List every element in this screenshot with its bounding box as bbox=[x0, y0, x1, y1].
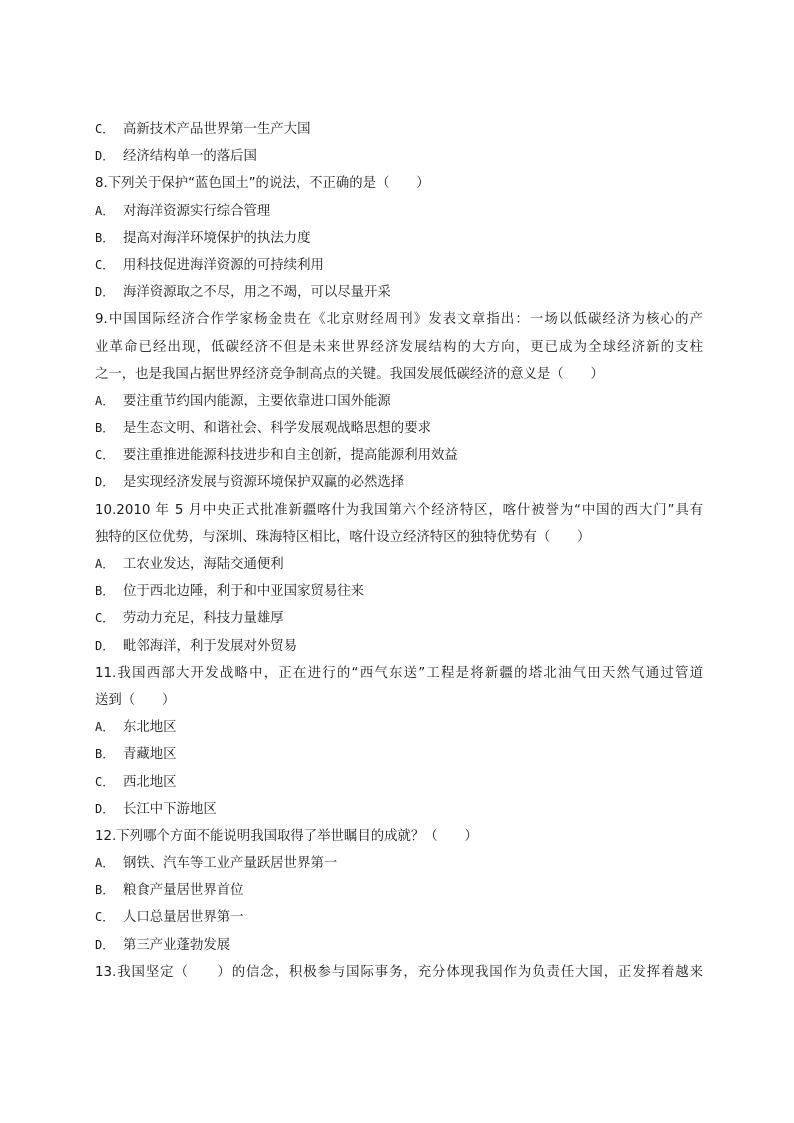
answer-option bbox=[95, 714, 703, 741]
option-letter: B． bbox=[95, 584, 115, 599]
option-text: 用科技促进海洋资源的可持续利用 bbox=[123, 257, 324, 273]
answer-option bbox=[95, 850, 703, 877]
answer-option bbox=[95, 932, 703, 959]
answer-option bbox=[95, 388, 703, 415]
option-letter: A． bbox=[95, 393, 115, 408]
option-letter: D． bbox=[95, 475, 115, 490]
answer-option bbox=[95, 605, 703, 632]
option-letter: C． bbox=[95, 122, 115, 136]
answer-option bbox=[95, 225, 703, 252]
option-text: 海洋资源取之不尽，用之不竭，可以尽量开采 bbox=[123, 285, 391, 301]
answer-option bbox=[95, 741, 703, 768]
option-text: 位于西北边陲，利于和中亚国家贸易往来 bbox=[123, 584, 365, 600]
answer-option bbox=[95, 143, 703, 170]
answer-option bbox=[95, 442, 703, 469]
option-letter: B． bbox=[95, 230, 115, 245]
answer-option bbox=[95, 796, 703, 823]
question-text: 13.我国坚定（ ）的信念，积极参与国际事务，充分体现我国作为负责任大国，正发挥着越来 bbox=[95, 964, 703, 980]
option-text: 高新技术产品世界第一生产大国 bbox=[123, 122, 311, 137]
option-text: 是实现经济发展与资源环境保护双赢的必然选择 bbox=[123, 475, 405, 491]
question-text: 10.2010 年 5 月中央正式批准新疆喀什为我国第六个经济特区，喀什被誉为“中国的西大门”具有 bbox=[95, 502, 703, 518]
option-letter: D． bbox=[95, 937, 115, 952]
question-text: 9.中国国际经济合作学家杨金贵在《北京财经周刊》发表文章指出：一场以低碳经济为核心的产 bbox=[95, 312, 703, 328]
answer-option bbox=[95, 198, 703, 225]
option-letter: B． bbox=[95, 747, 115, 762]
option-text: 要注重推进能源科技进步和自主创新，提高能源利用效益 bbox=[123, 448, 458, 464]
question-text: 送到（ ） bbox=[95, 692, 176, 708]
option-letter: B． bbox=[95, 421, 115, 436]
option-letter: D． bbox=[95, 285, 115, 300]
answer-option bbox=[95, 578, 703, 605]
option-text: 是生态文明、和谐社会、科学发展观战略思想的要求 bbox=[123, 421, 431, 437]
option-letter: D． bbox=[95, 149, 115, 164]
option-text: 对海洋资源实行综合管理 bbox=[123, 203, 271, 219]
question-text: 12.下列哪个方面不能说明我国取得了举世瞩目的成就？（ ） bbox=[95, 828, 478, 844]
question-text: 独特的区位优势，与深圳、珠海特区相比，喀什设立经济特区的独特优势有（ ） bbox=[95, 529, 591, 545]
answer-option bbox=[95, 633, 703, 660]
answer-option bbox=[95, 877, 703, 904]
option-letter: D． bbox=[95, 801, 115, 816]
option-text: 提高对海洋环境保护的执法力度 bbox=[123, 230, 311, 246]
answer-option bbox=[95, 116, 703, 143]
exam-questions bbox=[95, 116, 703, 986]
answer-option bbox=[95, 769, 703, 796]
option-letter: C． bbox=[95, 257, 115, 272]
question-text: 8.下列关于保护“蓝色国土”的说法，不正确的是（ ） bbox=[95, 176, 430, 192]
option-text: 东北地区 bbox=[123, 720, 177, 736]
option-text: 长江中下游地区 bbox=[123, 801, 217, 817]
question-text: 11.我国西部大开发战略中，正在进行的“西气东送”工程是将新疆的塔北油气田天然气通过管道 bbox=[95, 665, 703, 681]
option-letter: D． bbox=[95, 638, 115, 653]
option-letter: C． bbox=[95, 910, 115, 925]
option-text: 西北地区 bbox=[123, 774, 177, 790]
option-letter: A． bbox=[95, 203, 115, 218]
option-letter: B． bbox=[95, 883, 115, 898]
option-text: 毗邻海洋，利于发展对外贸易 bbox=[123, 638, 298, 654]
option-letter: C． bbox=[95, 611, 115, 626]
option-text: 钢铁、汽车等工业产量跃居世界第一 bbox=[123, 856, 338, 872]
option-text: 粮食产量居世界首位 bbox=[123, 883, 244, 899]
answer-option bbox=[95, 415, 703, 442]
question-text: 之一，也是我国占据世界经济竞争制高点的关键。我国发展低碳经济的意义是（ ） bbox=[95, 366, 604, 382]
option-letter: A． bbox=[95, 557, 115, 571]
option-letter: A． bbox=[95, 720, 115, 735]
option-text: 劳动力充足，科技力量雄厚 bbox=[123, 611, 284, 627]
option-letter: A． bbox=[95, 856, 115, 871]
option-letter: C． bbox=[95, 448, 115, 463]
answer-option bbox=[95, 904, 703, 931]
option-text: 人口总量居世界第一 bbox=[123, 910, 244, 926]
option-text: 第三产业蓬勃发展 bbox=[123, 937, 231, 953]
option-text: 青藏地区 bbox=[123, 747, 177, 763]
option-text: 要注重节约国内能源，主要依靠进口国外能源 bbox=[123, 393, 391, 409]
answer-option bbox=[95, 551, 703, 578]
answer-option bbox=[95, 279, 703, 306]
option-letter: C． bbox=[95, 774, 115, 789]
option-text: 经济结构单一的落后国 bbox=[123, 149, 257, 165]
answer-option bbox=[95, 252, 703, 279]
question-text: 业革命已经出现，低碳经济不但是未来世界经济发展结构的大方向，更已成为全球经济新的支柱 bbox=[95, 339, 703, 355]
answer-option bbox=[95, 469, 703, 496]
option-text: 工农业发达，海陆交通便利 bbox=[123, 557, 284, 572]
